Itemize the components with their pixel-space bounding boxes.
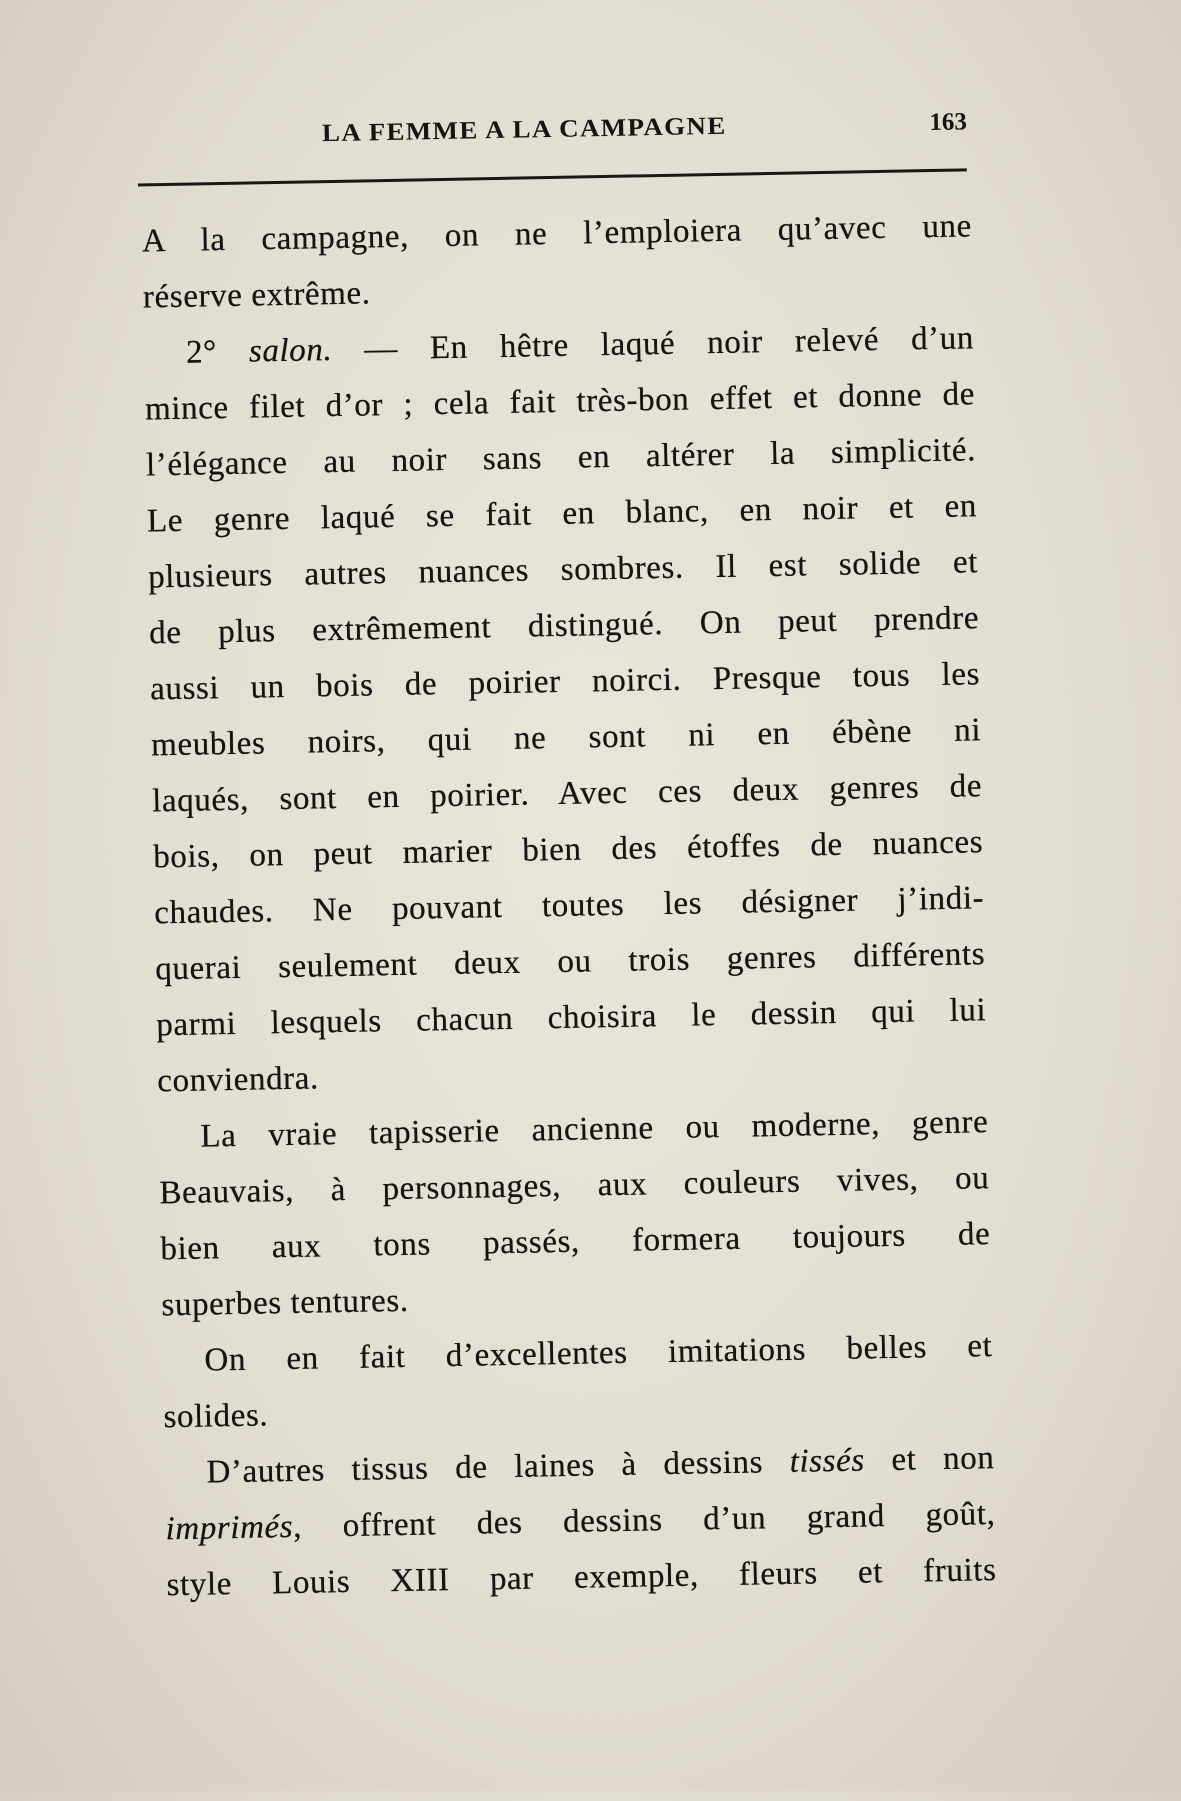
text-segment: réserve extrême. xyxy=(142,275,371,316)
text-segment: conviendra. xyxy=(157,1060,320,1100)
text-segment: aussi un bois de poirier noirci. Presque tous les xyxy=(149,656,981,708)
text-segment: La vraie tapisserie ancienne ou moderne, genre xyxy=(200,1104,989,1155)
text-segment: 2° xyxy=(185,333,250,371)
text-segment: chaudes. Ne pouvant toutes les désigner j’indi- xyxy=(153,880,985,932)
text-segment: mince filet d’or ; cela fait très-bon effet et donne de xyxy=(144,376,976,428)
text-segment: bois, on peut marier bien des étoffes de nuances xyxy=(152,824,984,876)
page-header xyxy=(137,108,968,159)
text-segment: , offrent des dessins d’un grand goût, xyxy=(292,1496,996,1545)
text-segment: superbes tentures. xyxy=(161,1282,409,1324)
text-segment: et non xyxy=(864,1440,995,1479)
text-segment: l’élégance au noir sans en altérer la simplicité. xyxy=(145,432,977,484)
text-segment: bien aux tons passés, formera toujours de xyxy=(160,1216,991,1268)
text-segment: Beauvais, à personnages, aux couleurs vives, ou xyxy=(159,1160,990,1212)
text-segment: D’autres tissus de laines à dessins xyxy=(206,1443,790,1491)
text-segment: A la campagne, on ne l’emploiera qu’avec une xyxy=(141,208,973,260)
text-segment: de plus extrêmement distingué. On peut prendre xyxy=(148,600,980,652)
text-segment: — En hêtre laqué noir relevé d’un xyxy=(331,320,975,369)
italic-text: salon. xyxy=(248,332,333,370)
text-segment: parmi lesquels chacun choisira le dessin qui lui xyxy=(156,992,987,1044)
text-segment: On en fait d’excellentes imitations belles et xyxy=(204,1328,993,1379)
italic-text: imprimés xyxy=(165,1508,294,1548)
header-rule xyxy=(138,168,967,186)
text-segment: plusieurs autres nuances sombres. Il est solide et xyxy=(147,544,979,596)
text-segment: style Louis XIII par exemple, fleurs et fruits xyxy=(166,1552,997,1604)
running-title: LA FEMME A LA CAMPAGNE xyxy=(321,112,727,148)
italic-text: tissés xyxy=(789,1442,866,1480)
text-segment: solides. xyxy=(163,1397,269,1436)
text-segment: laqués, sont en poirier. Avec ces deux genres de xyxy=(151,768,983,820)
text-segment: Le genre laqué se fait en blanc, en noir et en xyxy=(146,488,978,540)
page-number: 163 xyxy=(929,108,968,137)
body-text xyxy=(141,198,997,1613)
text-segment: querai seulement deux ou trois genres différents xyxy=(154,936,986,988)
text-segment: meubles noirs, qui ne sont ni en ébène ni xyxy=(150,712,982,764)
